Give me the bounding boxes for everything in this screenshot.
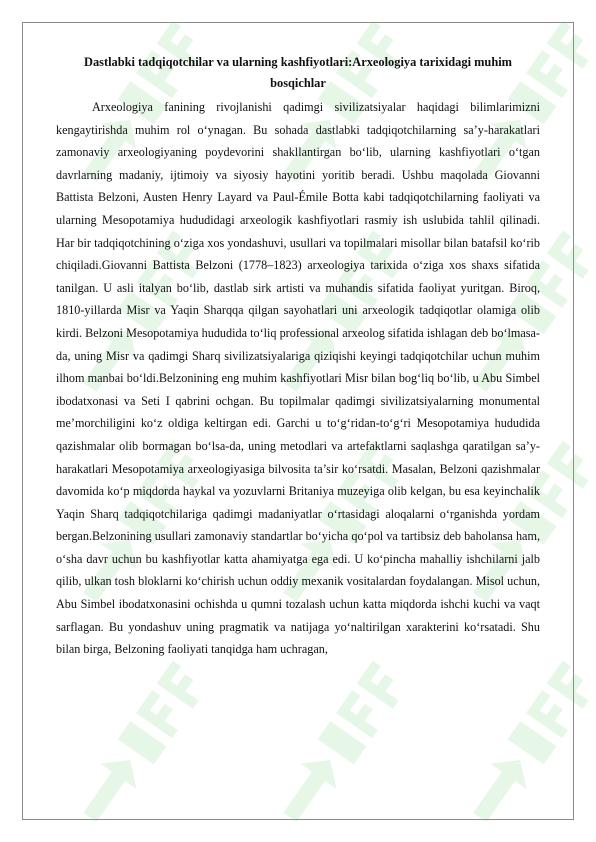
document-content bbox=[56, 52, 540, 661]
document-title: Dastlabki tadqiqotchilar va ularning kashfiyotlari:Arxeologiya tarixidagi muhim bosqichlar bbox=[84, 55, 512, 90]
document-body-paragraph: Arxeologiya fanining rivojlanishi qadimgi sivilizatsiyalar haqidagi bilimlarimizni kengaytirishda muhim rol o‘ynagan. Bu sohada dastlabki tadqiqotchilarning sa’y-harakatlari zamonaviy arxeologiyaning poydevorini shakllantirgan bo‘lib, ularning kashfiyotlari o‘tgan davrlarning madaniy, ijtimoiy va siyosiy hayotini yoritib beradi. Ushbu maqolada Giovanni Battista Belzoni, Austen Henry Layard va Paul-Émile Botta kabi tadqiqotchilarning faoliyati va ularning Mesopotamiya hududidagi arxeologik kashfiyotlari rasmiy ish uslubida tahlil qilinadi. Har bir tadqiqotchining o‘ziga xos yondashuvi, usullari va topilmalari misollar bilan batafsil ko‘rib chiqiladi.Giovanni Battista Belzoni (1778–1823) arxeologiya tarixida o‘ziga xos shaxs sifatida tanilgan. U asli italyan bo‘lib, dastlab sirk artisti va muhandis sifatida faoliyat yuritgan. Biroq, 1810-yillarda Misr va Yaqin Sharqqa qilgan sayohatlari uni arxeologik tadqiqotlar olamiga olib kirdi. Belzoni Mesopotamiya hududida to‘liq professional arxeolog sifatida ishlagan deb bo‘lmasa-da, uning Misr va qadimgi Sharq sivilizatsiyalariga qiziqishi keyingi tadqiqotchilar uchun muhim ilhom manbai bo‘ldi.Belzonining eng muhim kashfiyotlari Misr bilan bog‘liq bo‘lib, u Abu Simbel ibodatxonasi va Seti I qabrini ochgan. Bu topilmalar qadimgi sivilizatsiyalarning monumental me’morchiligini ko‘z oldiga keltirgan edi. Garchi u to‘g‘ridan-to‘g‘ri Mesopotamiya hududida qazishmalar olib bormagan bo‘lsa-da, uning metodlari va artefaktlarni saqlashga qaratilgan sa’y-harakatlari Mesopotamiya arxeologiyasiga bilvosita ta’sir ko‘rsatdi. Masalan, Belzoni qazishmalar davomida ko‘p miqdorda haykal va yozuvlarni Britaniya muzeyiga olib kelgan, bu esa keyinchalik Yaqin Sharq tadqiqotchilariga qadimgi madaniyatlar o‘rtasidagi aloqalarni o‘rganishda yordam bergan.Belzonining usullari zamonaviy standartlar bo‘yicha qo‘pol va tartibsiz deb baholansa ham, o‘sha davr uchun bu kashfiyotlar katta ahamiyatga ega edi. U ko‘pincha mahalliy ishchilarni jalb qilib, ulkan tosh bloklarni ko‘chirish uchun oddiy mexanik vositalardan foydalangan. Misol uchun, Abu Simbel ibodatxonasini ochishda u qumni tozalash uchun katta miqdorda ishchi kuchi va vaqt sarflagan. Bu yondashuv uning pragmatik va natijaga yo‘naltirilgan xarakterini ko‘rsatadi. Shu bilan birga, Belzoning faoliyati tanqidga ham uchragan, bbox=[56, 100, 540, 657]
